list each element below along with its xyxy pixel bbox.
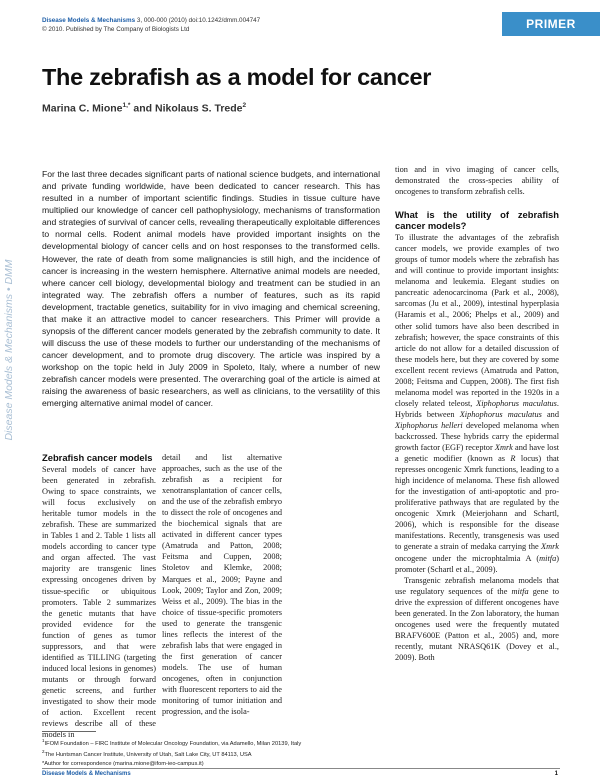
body-paragraph: Several models of cancer have been generated in zebrafish. Owing to space constraints, we will focus exclusively on heritable tumor models in the zebrafish. These are summarized in Tables 1 and 2. Table 1 lists all models according to cancer type and organ affected. The vast majority are transgenic lines expressing oncogenes driven by tissue-specific or ubiquitous promoters. Table 2 summarizes the genetic mutants that have provided evidence for the function of genes as tumor suppressors, and that were identified as TILLING (targeting induced local lesions in genomes) mutants or through forward genetic screens, and further investigated to show their mode of action. Excellent recent reviews describe all of these models in: [42, 465, 156, 740]
body-paragraph-continuation: tion and in vivo imaging of cancer cells, demonstrated the cross-species ability of oncogenes to transform zebrafish cells.: [395, 165, 559, 197]
body-column-2: [162, 452, 282, 717]
header-citation-line: [42, 16, 260, 25]
body-paragraph: detail and list alternative approaches, such as the use of the zebrafish as a recipient for xenotransplantation of cancer cells, and the use of the zebrafish embryo to dissect the role of oncogenes and the biochemical signals that are activated in different cancer types (Amatruda and Patton, 2008; Feitsma and Cuppen, 2008; Stoletov and Klemke, 2008; Marques et al., 2009; Payne and Look, 2009; Taylor and Zon, 2009; Weiss et al., 2009). The bias in the choice of tissue-specific promoters used to generate the transgenic lines reflects the interest of the zebrafish labs that were engaged in the first generation of cancer models. The use of human oncogenes, often in conjunction with fluorescent reporters to aid the monitoring of tumor initiation and progression, and the isola-: [162, 453, 282, 717]
footer-journal-name: Disease Models & Mechanisms: [42, 771, 131, 776]
author-separator: and: [130, 102, 155, 115]
page-number: 1: [554, 771, 558, 776]
author-list: [42, 102, 246, 115]
footnote-divider: [42, 731, 96, 732]
section-heading-utility: What is the utility of zebrafish cancer models?: [395, 209, 559, 232]
body-column-1: [42, 452, 156, 740]
header-journal-name[interactable]: Disease Models & Mechanisms: [42, 17, 136, 24]
author-2-affiliation-marks: 2: [242, 102, 247, 109]
header-citation: 3, 000-000 (2010) doi:10.1242/dmm.004747: [136, 17, 261, 24]
footnotes: [42, 737, 382, 768]
abstract: For the last three decades significant parts of national science budgets, and international and private funding worldwide, have been dedicated to cancer research. This has resulted in a number of important scientific findings. Studies in tissue culture have multiplied our knowledge of cancer cell pathophysiology, mechanisms of transformation and strategies of survival of cancer cells, revealing therapeutically exploitable differences to normal cells. Rodent animal models have provided important insights on the developmental biology of cancer cells and on host responses to the transformed cells. However, the rate of death from some malignancies is still high, and the incidence of cancer is increasing in the western hemisphere. Alternative animal models are needed, where cancer cell biology, developmental biology and treatment can be studied in an integrated way. The zebrafish offers a number of features, such as its rapid development, tractable genetics, suitability for in vivo imaging and chemical screening, that make it an attractive model to cancer researchers. This Primer will provide a synopsis of the different cancer models generated by the zebrafish community to date. It will discuss the use of these models to further our understanding of the mechanisms of cancer development, and to promote drug discovery. The article was inspired by a workshop on the topic held in July 2009 in Spoleto, Italy, where a number of new zebrafish cancer models were presented. The overarching goal of the article is aimed at raising the awareness of basic researchers, as well as clinicians, to the versatility of this emerging alternative animal model of cancer.: [42, 169, 380, 409]
footer-divider: [42, 768, 560, 769]
author-1[interactable]: Marina C. Mione: [42, 102, 123, 115]
footnote-affiliation-2: $^2$The Huntsman Cancer Institute, University of Utah, Salt Lake City, UT 84113, USA: [42, 749, 252, 759]
header-copyright: © 2010. Published by The Company of Biologists Ltd: [42, 26, 190, 33]
body-paragraph-melanoma-intro: To illustrate the advantages of the zebrafish cancer models, we provide examples of two groups of tumor models where the zebrafish has and will continue to provide important insights: melanoma and leukemia. Elegant studies on pancreatic adenocarcinoma (Park et al., 2008), sarcomas (Ju et al., 2009), intestinal hyperplasia (Haramis et al., 2006; Phelps et al., 2009) and other solid tumors have also been described in zebrafish; however, the space constraints of this article do not allow for a detailed discussion of these models here, but they are covered by some excellent recent reviews (Amatruda and Patton, 2008; Feitsma and Cuppen, 2008). The first fish melanoma model was reported in the 1920s in a closely related teleost, Xiphophorus maculatus. Hybrids between Xiphophorus maculatus and Xiphophorus helleri developed melanoma when backcrossed. These hybrids carry the epidermal growth factor (EGF) receptor Xmrk and have lost a genetic modifier (known as R locus) that represses oncogenic Xmrk functions, leading to a high incidence of melanoma. These fish allowed for the investigation of anti-apoptotic and pro-proliferative pathways that are regulated by the oncogenic Xmrk (Meierjohann and Schartl, 2006), which is responsible for the disease manifestations. Recently, transgenesis was used to generate a strain of medaka carrying the Xmrk oncogene under the microphtalmia A (mitfa) promoter (Schartl et al., 2009).: [395, 233, 559, 574]
side-journal-label: Disease Models & Mechanisms • DMM: [3, 259, 15, 441]
author-2[interactable]: Nikolaus S. Trede: [154, 102, 243, 115]
author-1-affiliation-marks: 1,*: [122, 102, 131, 109]
footnote-affiliation-1: $^1$IFOM Foundation – FIRC Institute of Molecular Oncology Foundation, via Adamello, Milan 20139, Italy: [42, 738, 302, 747]
section-heading-zebrafish-cancer-models: Zebrafish cancer models: [42, 452, 153, 463]
header-citation-block: [42, 16, 260, 34]
footnote-correspondence: *Author for correspondence (marina.mione@ifom-ieo-campus.it): [42, 760, 204, 767]
body-paragraph-transgenic-melanoma: Transgenic zebrafish melanoma models that use regulatory sequences of the mitfa gene to drive the expression of different oncogenes have been generated. In the Zon laboratory, the human oncogenes used were the frequently mutated BRAFV600E (Patton et al., 2005) and, more recently, mutant NRASQ61K (Dovey et al., 2009). Both: [395, 575, 559, 662]
body-column-right: [395, 164, 559, 663]
article-type-tab: PRIMER: [502, 12, 600, 36]
article-title: The zebrafish as a model for cancer: [42, 64, 432, 90]
